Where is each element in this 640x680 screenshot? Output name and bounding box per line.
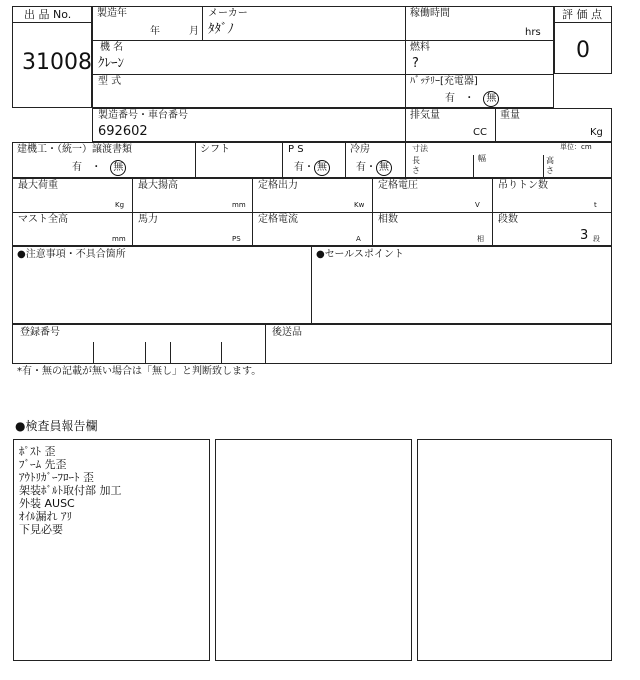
cooling-label: 冷房 bbox=[350, 144, 370, 155]
height-label: 高 さ bbox=[546, 156, 554, 175]
model-label: 機 名 bbox=[100, 42, 124, 53]
type-label: 型 式 bbox=[98, 76, 122, 87]
cooling-dims-divider bbox=[405, 142, 406, 178]
lot-number-label: 出 品 No. bbox=[24, 8, 72, 21]
inspector-box-2 bbox=[215, 439, 412, 661]
serial-label: 製造番号・車台番号 bbox=[98, 110, 188, 121]
maker-label: メーカー bbox=[208, 8, 248, 19]
hours-label: 稼働時間 bbox=[410, 8, 450, 19]
year-unit: 年 bbox=[150, 26, 160, 37]
cooling-options bbox=[356, 160, 392, 176]
inspector-report-line: ﾎﾟｽﾄ 歪 bbox=[19, 445, 56, 458]
main-info-divider-1 bbox=[92, 40, 554, 41]
inspector-report-line: ｵｲﾙ漏れ ｱﾘ bbox=[19, 510, 72, 523]
hours-unit: hrs bbox=[525, 27, 541, 38]
maker-value: ﾀﾀﾞﾉ bbox=[208, 22, 234, 37]
registration-box bbox=[12, 324, 612, 364]
dims-label: 寸法 bbox=[412, 144, 428, 153]
model-value: ｸﾚｰﾝ bbox=[98, 56, 124, 71]
inspector-report-line: 架装ﾎﾞﾙﾄ取付部 加工 bbox=[19, 484, 122, 497]
ps-options bbox=[294, 160, 330, 176]
lot-number-value: 31008 bbox=[22, 50, 92, 75]
inspector-report-line: 外装 AUSC bbox=[19, 497, 75, 510]
length-label: 長 さ bbox=[412, 156, 420, 175]
transfer-no-circled: 無 bbox=[110, 160, 126, 176]
accessories-label: 後送品 bbox=[272, 327, 302, 338]
max-lift-label: 最大揚高 bbox=[138, 180, 178, 191]
specs-col-4 bbox=[492, 178, 493, 246]
registration-divider bbox=[265, 324, 266, 364]
rated-voltage-unit: V bbox=[475, 201, 480, 209]
lot-number-divider bbox=[12, 22, 92, 23]
transfer-yes: 有 bbox=[72, 162, 82, 173]
horsepower-unit: PS bbox=[232, 235, 241, 243]
ps-yes: 有・ bbox=[294, 162, 314, 173]
lift-ton-label: 吊りトン数 bbox=[498, 180, 548, 191]
stages-label: 段数 bbox=[498, 214, 518, 225]
phase-unit: 相 bbox=[477, 235, 484, 243]
max-load-unit: Kg bbox=[115, 201, 125, 209]
main-info-divider-2 bbox=[92, 74, 554, 75]
specs-col-1 bbox=[132, 178, 133, 246]
doc-shift-divider bbox=[195, 142, 196, 178]
main-right-divider bbox=[405, 6, 406, 108]
year-maker-divider bbox=[202, 6, 203, 40]
inspector-title: ●検査員報告欄 bbox=[15, 419, 98, 433]
battery-label: ﾊﾞｯﾃﾘｰ[充電器] bbox=[410, 76, 478, 87]
battery-yes: 有 bbox=[445, 93, 455, 104]
max-load-label: 最大荷重 bbox=[18, 180, 58, 191]
fuel-label: 燃料 bbox=[410, 42, 430, 53]
ps-label: P S bbox=[288, 144, 304, 155]
serial-value: 692602 bbox=[98, 124, 148, 139]
shift-label: シフト bbox=[200, 144, 230, 155]
dims-width-divider bbox=[473, 155, 474, 178]
battery-sep: ・ bbox=[464, 93, 475, 104]
displacement-label: 排気量 bbox=[410, 110, 440, 121]
notes-divider bbox=[311, 246, 312, 324]
serial-divider bbox=[405, 108, 406, 142]
width-label: 幅 bbox=[478, 154, 486, 163]
inspector-report-line: 下見必要 bbox=[19, 523, 63, 536]
year-label: 製造年 bbox=[97, 8, 127, 19]
dims-unit-note: 単位：cm bbox=[560, 143, 592, 151]
specs-row-divider bbox=[12, 212, 612, 213]
transfer-options bbox=[72, 160, 126, 176]
lift-ton-unit: t bbox=[594, 201, 597, 209]
displacement-unit: CC bbox=[473, 127, 487, 138]
rating-divider bbox=[554, 22, 612, 23]
rated-output-unit: Kw bbox=[354, 201, 365, 209]
cooling-yes: 有・ bbox=[356, 162, 376, 173]
weight-label: 重量 bbox=[500, 110, 520, 121]
battery-no-circled: 無 bbox=[483, 91, 499, 107]
registration-cell-2 bbox=[145, 342, 146, 364]
rated-output-label: 定格出力 bbox=[258, 180, 298, 191]
mast-height-label: マスト全高 bbox=[18, 214, 68, 225]
horsepower-label: 馬力 bbox=[138, 214, 158, 225]
fuel-value: ? bbox=[412, 56, 419, 71]
max-lift-unit: mm bbox=[232, 201, 246, 209]
specs-col-3 bbox=[372, 178, 373, 246]
stages-unit: 段 bbox=[593, 235, 600, 243]
caution-label: ●注意事項・不具合箇所 bbox=[17, 249, 126, 260]
footnote: *有・無の記載が無い場合は「無し」と判断致します。 bbox=[17, 366, 262, 377]
ps-cooling-divider bbox=[345, 142, 346, 178]
rated-voltage-label: 定格電圧 bbox=[378, 180, 418, 191]
dims-height-divider bbox=[543, 155, 544, 178]
weight-unit: Kg bbox=[590, 127, 603, 138]
registration-cell-4 bbox=[221, 342, 222, 364]
phase-label: 相数 bbox=[378, 214, 398, 225]
rated-current-label: 定格電流 bbox=[258, 214, 298, 225]
inspector-box-3 bbox=[417, 439, 612, 661]
shift-ps-divider bbox=[282, 142, 283, 178]
month-unit: 月 bbox=[189, 26, 199, 37]
rated-current-unit: A bbox=[356, 235, 361, 243]
rating-value: 0 bbox=[576, 38, 590, 63]
rating-label: 評 価 点 bbox=[562, 8, 602, 21]
specs-col-2 bbox=[252, 178, 253, 246]
ps-no-circled: 無 bbox=[314, 160, 330, 176]
registration-label: 登録番号 bbox=[20, 327, 60, 338]
cooling-no-circled: 無 bbox=[376, 160, 392, 176]
transfer-sep: ・ bbox=[91, 162, 102, 173]
battery-options bbox=[445, 91, 499, 107]
inspector-report-line: ｱｳﾄﾘｶﾞｰﾌﾛｰﾄ 歪 bbox=[19, 471, 94, 484]
inspector-report-line: ﾌﾞｰﾑ 先歪 bbox=[19, 458, 67, 471]
stages-value: 3 bbox=[580, 228, 589, 243]
selling-points-label: ●セールスポイント bbox=[316, 249, 404, 260]
weight-divider bbox=[495, 108, 496, 142]
mast-height-unit: mm bbox=[112, 235, 126, 243]
transfer-docs-label: 建機工・（統一）譲渡書類 bbox=[17, 144, 132, 155]
registration-cell-3 bbox=[170, 342, 171, 364]
registration-cell-1 bbox=[93, 342, 94, 364]
